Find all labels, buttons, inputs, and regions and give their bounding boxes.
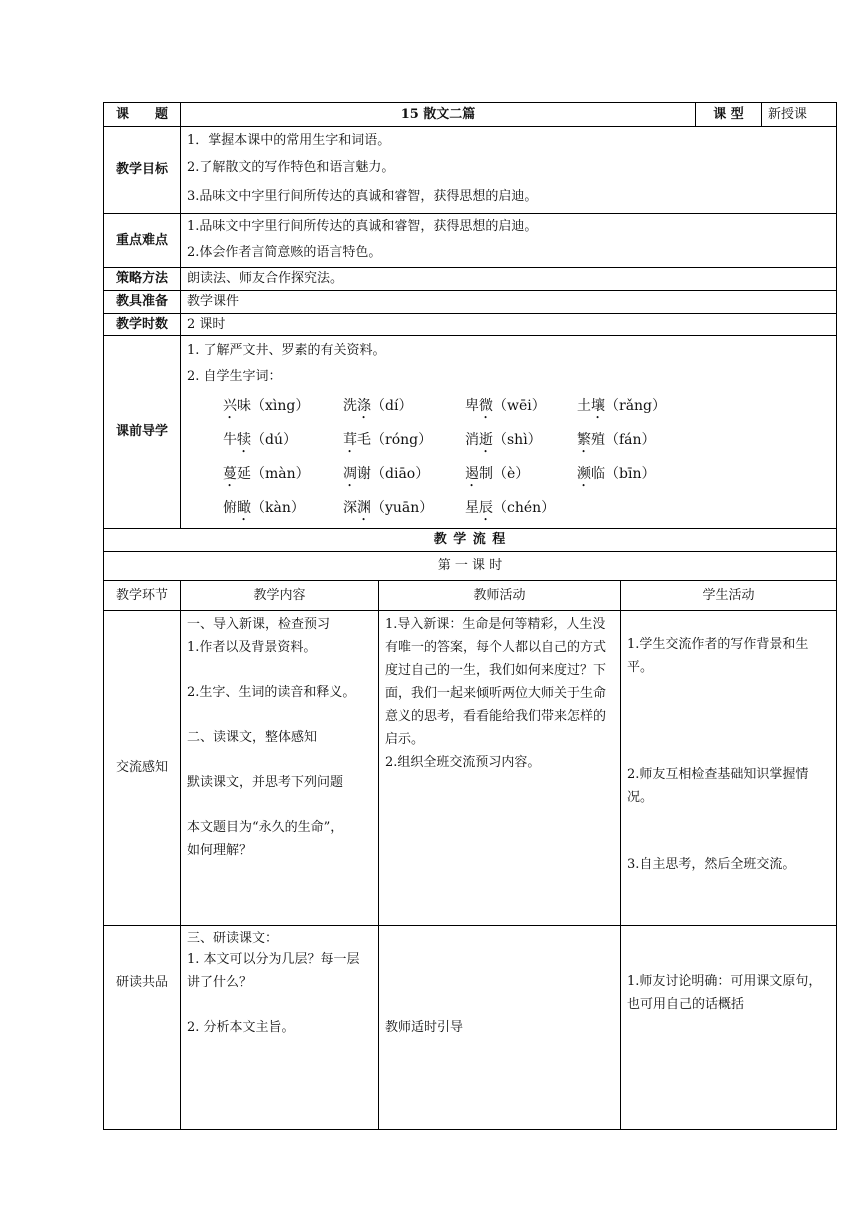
goals-content [181, 127, 837, 214]
teacher-exchange [379, 611, 621, 926]
spacer [627, 809, 830, 853]
vocab-word: 蔓延（màn） [223, 466, 310, 482]
vocab-word: 卑微（wēi） [465, 398, 546, 414]
vocab-word: 茸毛（róng） [343, 432, 433, 448]
vocab-word: 深渊（yuān） [343, 500, 434, 516]
content-line: 1.作者以及背景资料。 [187, 640, 317, 655]
spacer [187, 659, 372, 681]
stage-study: 研读共品 [104, 926, 181, 1130]
vocab-word: 繁殖（fán） [577, 432, 656, 448]
col-header-stage: 教学环节 [104, 581, 181, 611]
vocab-word: 消逝（shì） [465, 432, 542, 448]
strategy-label: 策略方法 [104, 268, 181, 291]
content-line: 如何理解？ [187, 843, 253, 858]
content-exchange [181, 611, 379, 926]
student-line: 2.师友互相检查基础知识掌握情况。 [627, 767, 809, 805]
teacher-study [379, 926, 621, 1130]
vocab-word: 土壤（rǎng） [577, 398, 667, 414]
hours-value: 2 课时 [181, 314, 837, 336]
vocab-word: 凋谢（diāo） [343, 466, 430, 482]
content-line: 2.生字、生词的读音和释义。 [187, 685, 356, 700]
content-study [181, 926, 379, 1130]
spacer [627, 679, 830, 763]
content-line: 二、读课文，整体感知 [187, 730, 318, 745]
hours-label: 教学时数 [104, 314, 181, 336]
tools-label: 教具准备 [104, 291, 181, 314]
preview-label: 课前导学 [104, 336, 181, 529]
type-label: 课 型 [696, 103, 762, 127]
vocab-word: 洗涤（dí） [343, 398, 413, 414]
content-line: 默读课文，并思考下列问题 [187, 775, 344, 790]
key-point-item: 1.品味文中字里行间所传达的真诚和睿智，获得思想的启迪。 [187, 219, 538, 234]
spacer [187, 994, 372, 1016]
vocab-word: 兴味（xìng） [223, 398, 310, 414]
student-line: 1.师友讨论明确：可用课文原句，也可用自己的话概括 [627, 974, 822, 1012]
lesson-plan-table [103, 102, 837, 1130]
session-title: 第 一 课 时 [104, 552, 837, 581]
spacer [187, 704, 372, 726]
spacer [187, 794, 372, 816]
tools-value: 教学课件 [181, 291, 837, 314]
preview-item: 1. 了解严文井、罗素的有关资料。 [187, 343, 386, 358]
type-value: 新授课 [762, 103, 837, 127]
content-line: 1. 本文可以分为几层？每一层讲了什么？ [187, 952, 360, 990]
key-point-item: 2.体会作者言简意赅的语言特色。 [187, 245, 382, 260]
spacer [187, 749, 372, 771]
preview-content [181, 336, 837, 529]
topic-value: 15 散文二篇 [181, 103, 696, 127]
flow-title: 教 学 流 程 [104, 529, 837, 552]
content-line: 三、研读课文： [187, 931, 279, 946]
teacher-line: 教师适时引导 [385, 1020, 464, 1035]
topic-label: 课 题 [104, 103, 181, 127]
teacher-line: 2.组织全班交流预习内容。 [385, 755, 541, 770]
content-line: 一、导入新课，检查预习 [187, 617, 331, 632]
col-header-student: 学生活动 [621, 581, 837, 611]
vocab-word: 俯瞰（kàn） [223, 500, 305, 516]
student-line: 3.自主思考，然后全班交流。 [627, 857, 796, 872]
key-points-content [181, 214, 837, 268]
vocab-word: 濒临（bīn） [577, 466, 656, 482]
stage-exchange: 交流感知 [104, 611, 181, 926]
content-line: 本文题目为“永久的生命”， [187, 820, 344, 835]
vocab-word: 星辰（chén） [465, 500, 556, 516]
vocab-word: 牛犊（dú） [223, 432, 297, 448]
col-header-content: 教学内容 [181, 581, 379, 611]
teacher-line: 1.导入新课：生命是何等精彩，人生没有唯一的答案，每个人都以自己的方式度过自己的一生，我们如何来度过？下面，我们一起来倾听两位大师关于生命意义的思考，看看能给我们带来怎样的启示。 [385, 617, 607, 747]
student-study [621, 926, 837, 1130]
preview-item: 2. 自学生字词： [187, 369, 282, 384]
student-exchange [621, 611, 837, 926]
vocab-word: 遏制（è） [465, 466, 530, 482]
strategy-value: 朗读法、师友合作探究法。 [181, 268, 837, 291]
vocab-grid [223, 396, 830, 528]
content-line: 2. 分析本文主旨。 [187, 1020, 295, 1035]
col-header-teacher: 教师活动 [379, 581, 621, 611]
goal-item: 2.了解散文的写作特色和语言魅力。 [187, 160, 395, 175]
goals-label: 教学目标 [104, 127, 181, 214]
goal-item: 1．掌握本课中的常用生字和词语。 [187, 133, 391, 148]
student-line: 1.学生交流作者的写作背景和生平。 [627, 637, 809, 675]
key-points-label: 重点难点 [104, 214, 181, 268]
goal-item: 3.品味文中字里行间所传达的真诚和睿智，获得思想的启迪。 [187, 189, 538, 204]
